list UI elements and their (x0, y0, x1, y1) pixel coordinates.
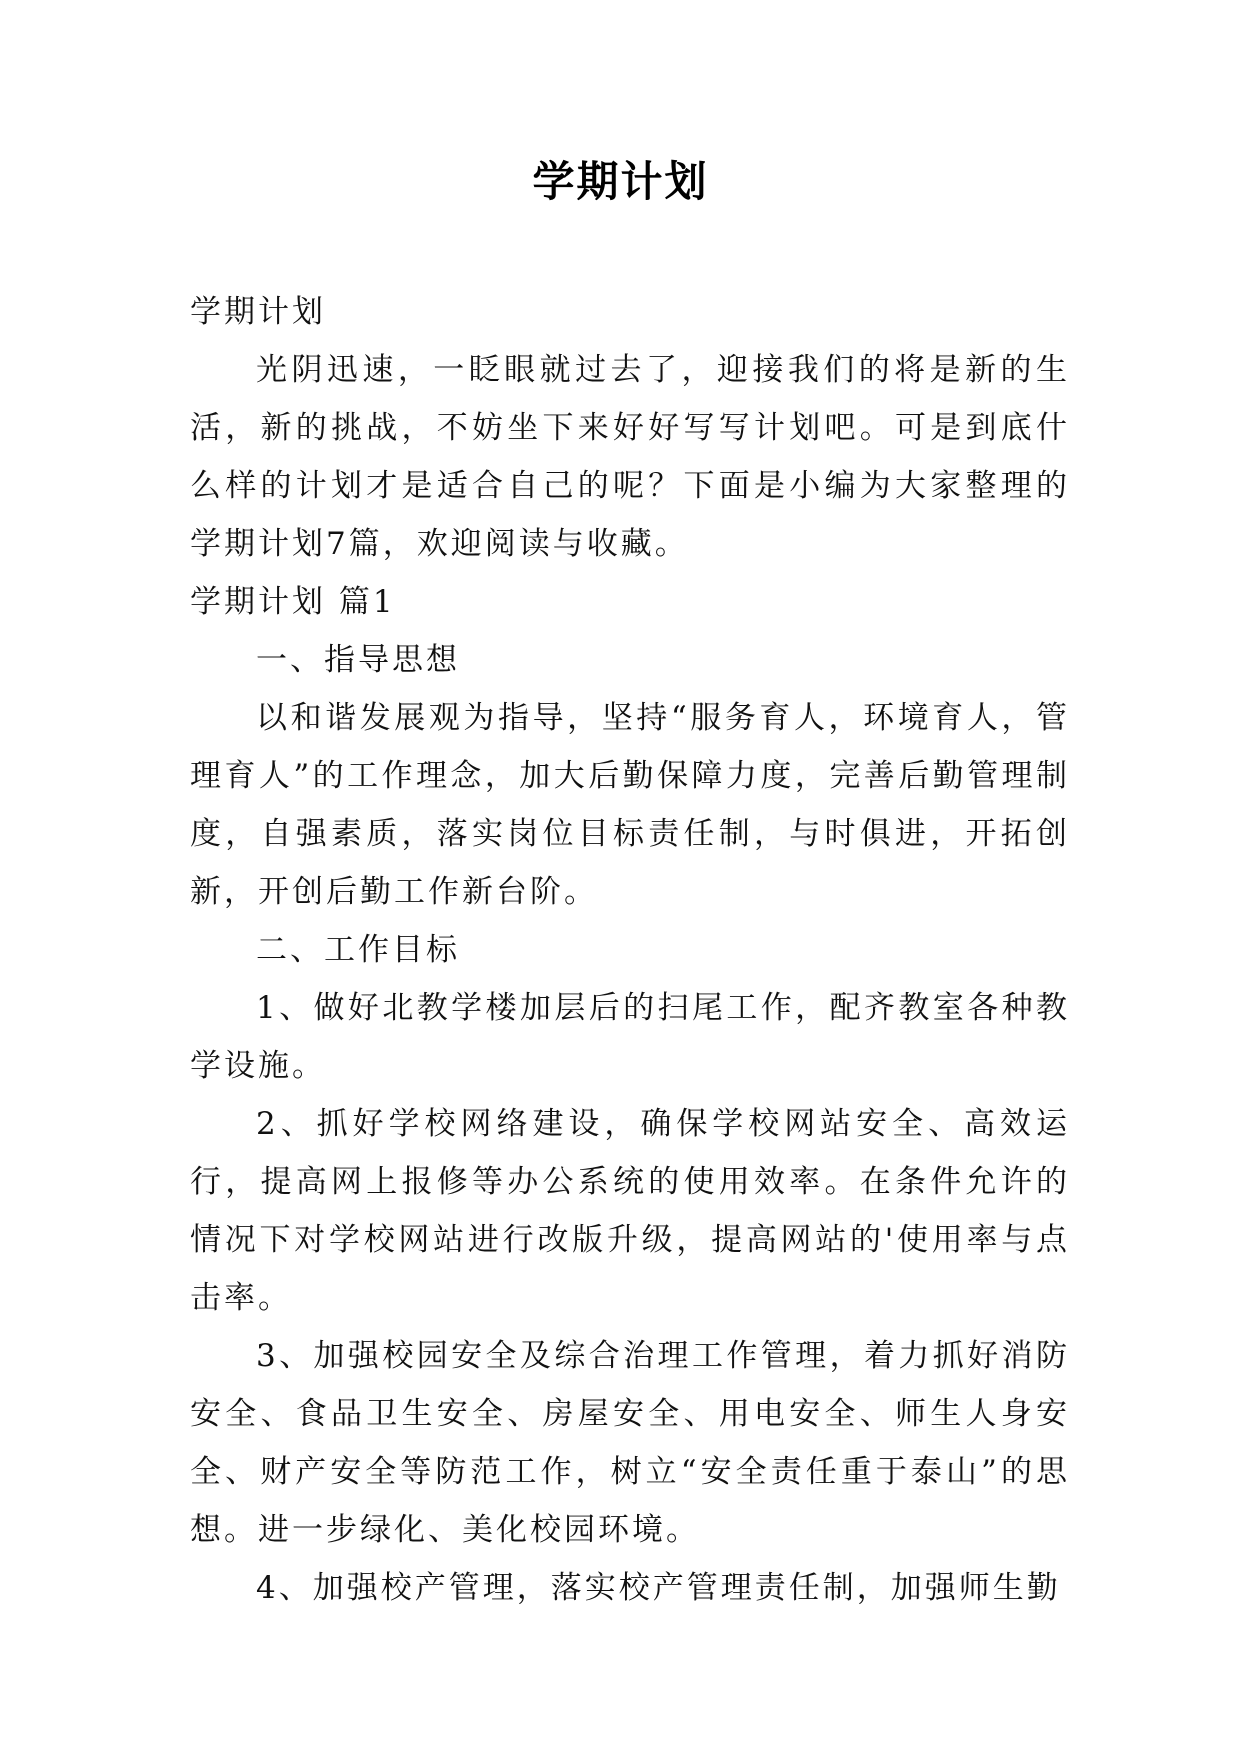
paragraph-heading-guiding-ideology: 一、指导思想 (256, 642, 460, 678)
document-body (190, 283, 1070, 1617)
paragraph-goal-4: 4、加强校产管理，落实校产管理责任制，加强师生勤 (256, 1570, 1061, 1606)
paragraph-goal-3: 3、加强校园安全及综合治理工作管理，着力抓好消防安全、食品卫生安全、房屋安全、用电安全、师生人身安全、财产安全等防范工作，树立“安全责任重于泰山”的思想。进一步绿化、美化校园环境。 (190, 1338, 1070, 1548)
paragraph-guiding-ideology: 以和谐发展观为指导，坚持“服务育人，环境育人，管理育人”的工作理念，加大后勤保障力度，完善后勤管理制度，自强素质，落实岗位目标责任制，与时俱进，开拓创新，开创后勤工作新台阶。 (190, 700, 1070, 910)
paragraph-heading-work-goals: 二、工作目标 (256, 932, 460, 968)
paragraph-intro: 光阴迅速，一眨眼就过去了，迎接我们的将是新的生活，新的挑战，不妨坐下来好好写写计划吧。可是到底什么样的计划才是适合自己的呢？下面是小编为大家整理的学期计划7篇，欢迎阅读与收藏。 (190, 352, 1070, 562)
paragraph-goal-2: 2、抓好学校网络建设，确保学校网站安全、高效运行，提高网上报修等办公系统的使用效率。在条件允许的情况下对学校网站进行改版升级，提高网站的'使用率与点击率。 (190, 1106, 1070, 1316)
paragraph-goal-1: 1、做好北教学楼加层后的扫尾工作，配齐教室各种教学设施。 (190, 990, 1070, 1084)
paragraph-section-heading: 学期计划 篇1 (190, 584, 396, 620)
document-title: 学期计划 (532, 157, 709, 206)
paragraph-subtitle: 学期计划 (190, 294, 326, 330)
